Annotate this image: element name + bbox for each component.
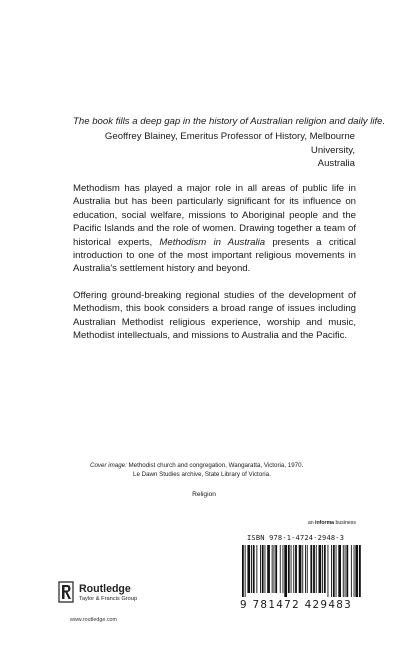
- publisher-name: Routledge: [79, 583, 131, 595]
- description-text: Methodism has played a major role in all areas of public life in Australia but has been particularly significant for its influence on education, social welfare, missions to Aboriginal people and the Pacific Islands and the role of women. Drawing together a team of historical experts,: [73, 183, 356, 248]
- routledge-logo-icon: [58, 581, 74, 603]
- publisher-url: www.routledge.com: [70, 617, 118, 623]
- informa-business-tag: [308, 520, 356, 526]
- cover-image-label: Cover image:: [90, 462, 127, 469]
- informa-prefix: an: [307, 520, 316, 526]
- cover-image-source: Le Dawn Studies archive, State Library of Victoria.: [133, 470, 271, 478]
- cover-image-credit: [90, 462, 350, 479]
- publisher-group: Taylor & Francis Group: [79, 596, 138, 602]
- barcode: [240, 545, 363, 597]
- isbn-text: ISBN 978-1-4724-2948-3: [247, 534, 345, 542]
- barcode-number: 9 781472 429483: [240, 599, 353, 611]
- description-paragraph-1: [73, 182, 356, 276]
- cover-credit-line-1: [90, 462, 350, 471]
- endorsement-attribution: [80, 130, 355, 171]
- informa-name: informa: [315, 520, 335, 526]
- endorsement-quote: The book fills a deep gap in the history of Australian religion and daily life.: [73, 116, 386, 127]
- informa-suffix: business: [334, 520, 356, 526]
- cover-image-caption: Methodist church and congregation, Wangaratta, Victoria, 1970.: [128, 462, 304, 469]
- description-paragraph-2: Offering ground-breaking regional studies of the development of Methodism, this book considers a broad range of issues including Australian Methodist religious experience, worship and music, Methodist intellectuals, and missions to Australia and the Pacific.: [73, 290, 356, 342]
- book-title: Methodism in Australia: [159, 236, 266, 248]
- attribution-line-2: Australia: [317, 158, 355, 170]
- description-text: presents a critical introduction to one of the most important religious movements in Australia's settlement history and beyond.: [73, 236, 357, 275]
- subject-category: Religion: [192, 491, 216, 498]
- attribution-line-1: Geoffrey Blainey, Emeritus Professor of History, Melbourne University,: [104, 131, 355, 156]
